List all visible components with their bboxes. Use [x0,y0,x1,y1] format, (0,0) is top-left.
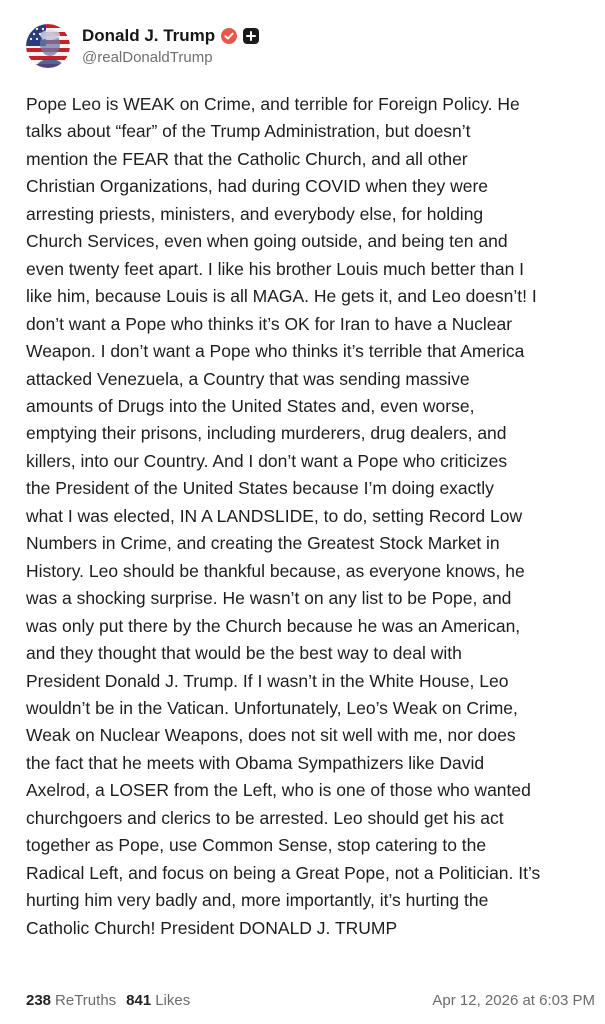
retruths-count: 238 [26,991,52,1009]
post-line: even twenty feet apart. I like his brother Louis much better than I [26,258,525,279]
post-line: don’t want a Pope who thinks it’s OK for Iran to have a Nuclear [26,313,513,334]
post-content [26,91,591,942]
post-line: History. Leo should be thankful because, as everyone knows, he [26,560,525,581]
post-line: Christian Organizations, had during COVID when they were [26,176,489,197]
name-row [82,26,259,46]
post-line: and they thought that would be the best way to deal with [26,643,462,664]
display-name[interactable]: Donald J. Trump [82,25,216,45]
post-line: like him, because Louis is all MAGA. He gets it, and Leo doesn’t! I [26,286,537,307]
post-line: Church Services, even when going outside, and being ten and [26,231,508,252]
plus-badge-icon [243,28,259,44]
post-line: the President of the United States because I’m doing exactly [26,478,494,499]
retruths-label: ReTruths [55,991,117,1009]
post-line: amounts of Drugs into the United States and, even worse, [26,395,475,416]
likes-count: 841 [126,991,152,1009]
post-line: talks about “fear” of the Trump Administration, but doesn’t [26,121,471,142]
post-line: wouldn’t be in the Vatican. Unfortunately, Leo’s Weak on Crime, [26,697,518,718]
post-line: churchgoers and clerics to be arrested. Leo should get his act [26,807,504,828]
post-line: was only put there by the Church because he was an American, [26,615,521,636]
post-line: Weak on Nuclear Weapons, does not sit well with me, nor does [26,725,516,746]
post-line: President Donald J. Trump. If I wasn’t in the White House, Leo [26,670,509,691]
post-line: Pope Leo is WEAK on Crime, and terrible for Foreign Policy. He [26,94,520,114]
handle[interactable]: @realDonaldTrump [82,48,213,66]
post-line: Axelrod, a LOSER from the Left, who is one of those who wanted [26,780,531,801]
likes-stat[interactable] [126,992,190,1009]
post-line: killers, into our Country. And I don’t want a Pope who criticizes [26,450,508,471]
post-line: Catholic Church! President DONALD J. TRUMP [26,917,398,938]
retruths-stat[interactable] [26,992,116,1009]
post-line: hurting him very badly and, more importantly, it’s hurting the [26,890,489,911]
post-footer [26,988,595,1012]
post-stats [26,992,190,1009]
post-line: mention the FEAR that the Catholic Church, and all other [26,148,468,169]
post-line: Weapon. I don’t want a Pope who thinks it’s terrible that America [26,341,525,362]
likes-label: Likes [155,991,191,1009]
flag-portrait-avatar-icon [26,24,70,68]
author-identity [82,26,259,67]
post-line: the fact that he meets with Obama Sympathizers like David [26,752,485,773]
post-header [26,18,259,74]
post-timestamp[interactable]: Apr 12, 2026 at 6:03 PM [432,991,595,1009]
post-line: Radical Left, and focus on being a Great Pope, not a Politician. It’s [26,862,541,883]
avatar[interactable] [26,24,70,68]
verified-badge-icon [221,28,237,44]
post-line: Numbers in Crime, and creating the Greatest Stock Market in [26,533,500,554]
post-line: what I was elected, IN A LANDSLIDE, to do, setting Record Low [26,505,523,526]
post-line: was a shocking surprise. He wasn’t on any list to be Pope, and [26,588,512,609]
post-line: together as Pope, use Common Sense, stop catering to the [26,835,487,856]
post-line: emptying their prisons, including murderers, drug dealers, and [26,423,507,444]
post-line: attacked Venezuela, a Country that was sending massive [26,368,470,389]
post-line: arresting priests, ministers, and everybody else, for holding [26,203,484,224]
